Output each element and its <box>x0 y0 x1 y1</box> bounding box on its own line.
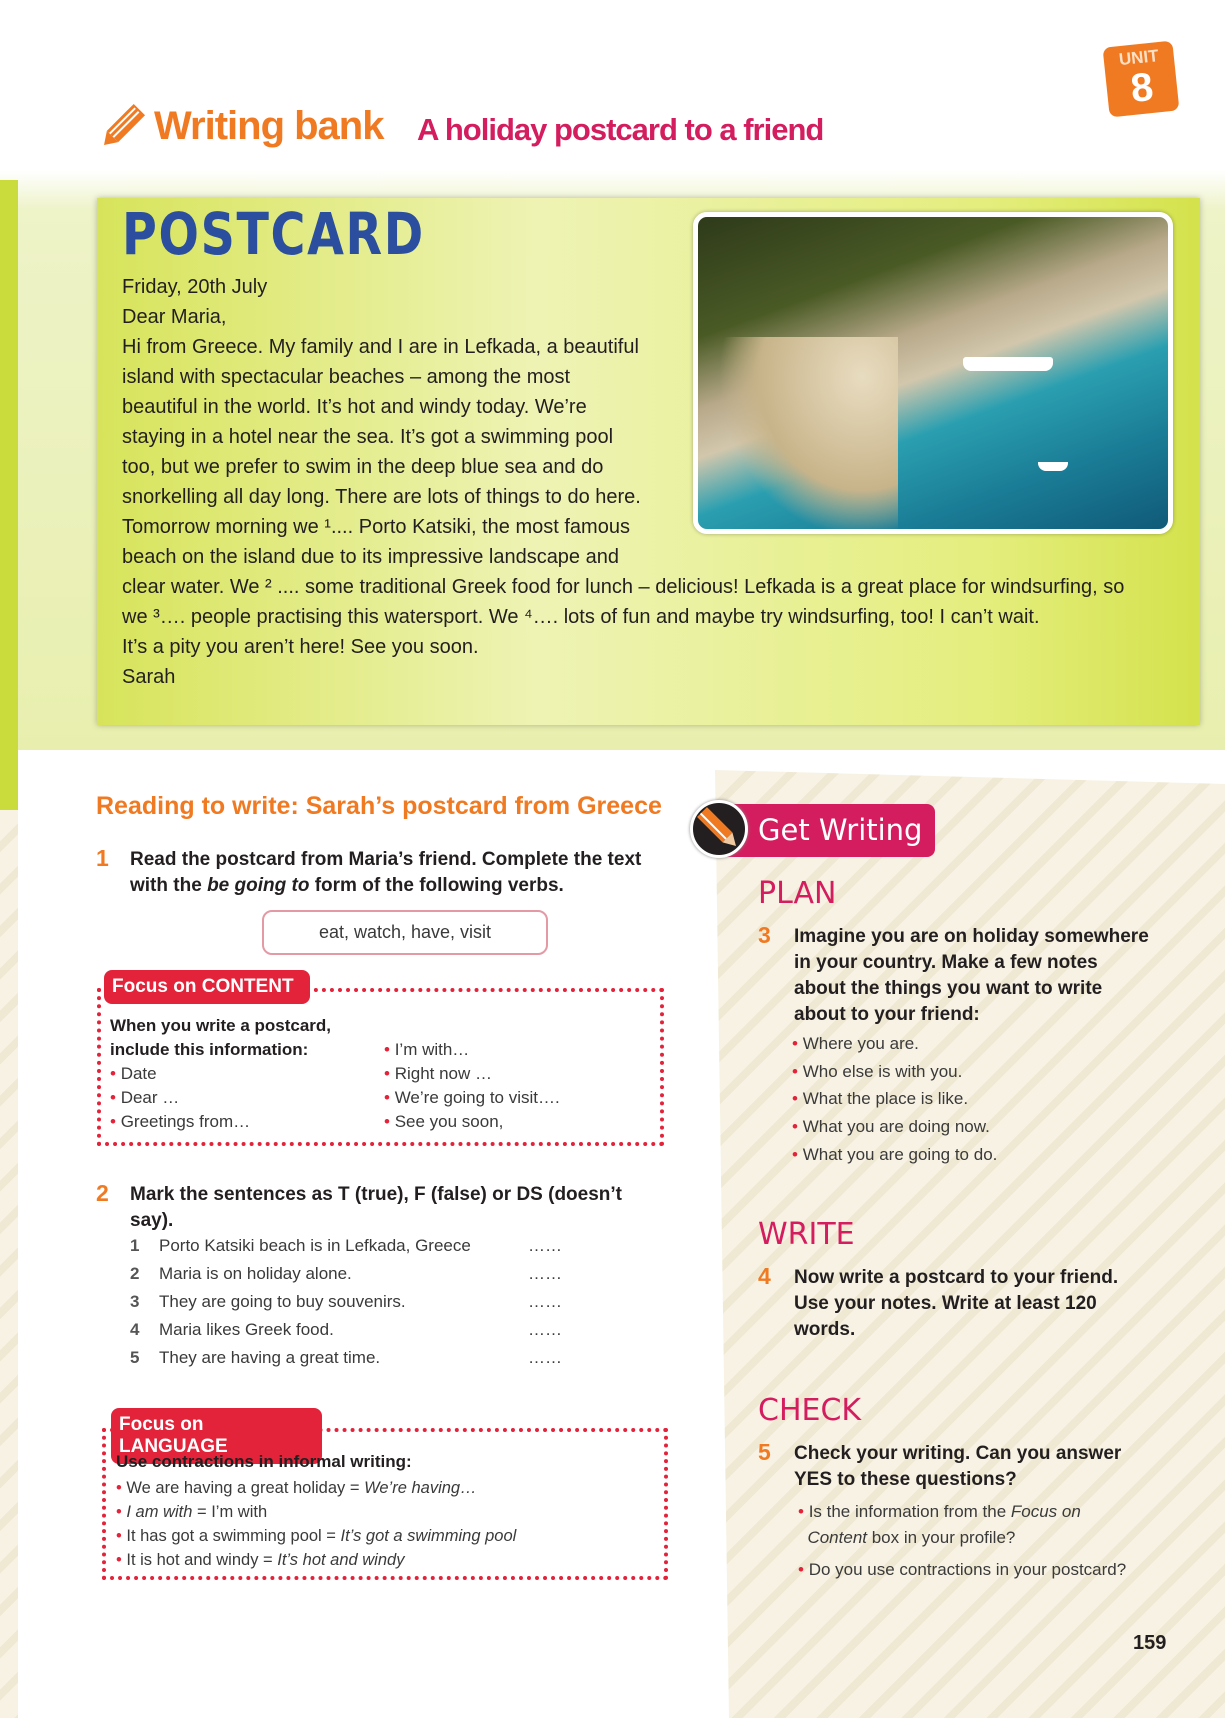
list-item: • It has got a swimming pool = It’s got a swimming pool <box>116 1524 516 1548</box>
write-heading: WRITE <box>758 1217 855 1252</box>
list-item: • What you are going to do. <box>792 1141 997 1169</box>
postcard-text-line: island with spectacular beaches – among the most <box>122 366 571 388</box>
statement-text: Maria is on holiday alone. <box>159 1264 352 1283</box>
exercise-number: 4 <box>758 1263 771 1289</box>
postcard-title: POSTCARD <box>122 200 425 268</box>
focus-content-tab: Focus on CONTENT <box>104 970 310 1004</box>
exercise-1-instructions: Read the postcard from Maria’s friend. Complete the text with the be going to form of the following verbs. <box>130 849 642 896</box>
statement-number: 3 <box>130 1292 140 1311</box>
statement-answer-blank[interactable]: …… <box>528 1264 562 1283</box>
page-number: 159 <box>1133 1632 1167 1654</box>
list-item: • I am with = I’m with <box>116 1500 516 1524</box>
list-item: • Who else is with you. <box>792 1058 997 1086</box>
postcard-text-line: Tomorrow morning we ¹.... Porto Katsiki, the most famous <box>122 516 630 538</box>
exercise-3-instructions: Imagine you are on holiday somewhere in your country. Make a few notes about the things you want to write about to your friend: <box>794 926 1149 1025</box>
reading-heading: Reading to write: Sarah’s postcard from Greece <box>96 792 662 820</box>
focus-language-intro: Use contractions in informal writing: <box>116 1452 412 1471</box>
postcard-text-line: Sarah <box>122 666 176 688</box>
postcard-text-line: Friday, 20th July <box>122 276 268 298</box>
left-edge-stripes <box>0 810 18 1718</box>
beach-photo <box>693 212 1173 534</box>
list-item: • It is hot and windy = It’s hot and windy <box>116 1548 516 1572</box>
check-list <box>798 1499 1178 1583</box>
statement-number: 4 <box>130 1320 140 1339</box>
postcard-text-line: staying in a hotel near the sea. It’s got a swimming pool <box>122 426 614 448</box>
list-item: • Right now … <box>384 1062 560 1086</box>
list-item: • Is the information from the Focus on Content box in your profile? <box>798 1499 1178 1551</box>
yacht <box>963 357 1053 371</box>
list-item: • Greetings from… <box>110 1110 250 1134</box>
list-item: • Where you are. <box>792 1030 997 1058</box>
postcard-text-line: too, but we prefer to swim in the deep blue sea and do <box>122 456 604 478</box>
list-item: • What the place is like. <box>792 1085 997 1113</box>
statement-number: 2 <box>130 1264 140 1283</box>
exercise-number: 2 <box>96 1180 109 1206</box>
list-item: • See you soon, <box>384 1110 560 1134</box>
statement-text: They are having a great time. <box>159 1348 381 1367</box>
focus-language-tab: Focus on LANGUAGE <box>111 1408 322 1464</box>
exercise-number: 1 <box>96 845 109 871</box>
list-item: • What you are doing now. <box>792 1113 997 1141</box>
statement-number: 5 <box>130 1348 140 1367</box>
unit-number: 8 <box>1128 64 1156 111</box>
unit-badge <box>1103 41 1180 118</box>
list-item: • We’re going to visit…. <box>384 1086 560 1110</box>
postcard-text-line: beautiful in the world. It’s hot and windy today. We’re <box>122 396 587 418</box>
statement-answer-blank[interactable]: …… <box>528 1348 562 1367</box>
plan-list <box>792 1030 997 1169</box>
postcard-text-line: snorkelling all day long. There are lots of things to do here. <box>122 486 641 508</box>
statement-answer-blank[interactable]: …… <box>528 1236 562 1255</box>
list-item: • Do you use contractions in your postcard? <box>798 1557 1178 1583</box>
postcard-text-line: Dear Maria, <box>122 306 227 328</box>
focus-content-right-list <box>384 1038 560 1134</box>
statement-text: Maria likes Greek food. <box>159 1320 334 1339</box>
exercise-5-instructions: Check your writing. Can you answer YES to these questions? <box>794 1443 1122 1490</box>
exercise-4-instructions: Now write a postcard to your friend. Use your notes. Write at least 120 words. <box>794 1267 1119 1340</box>
postcard-text-line: Hi from Greece. My family and I are in Lefkada, a beautiful <box>122 336 639 358</box>
sailboat <box>1038 462 1068 471</box>
statement-text: They are going to buy souvenirs. <box>159 1292 406 1311</box>
list-item: • I’m with… <box>384 1038 560 1062</box>
page-subtitle: A holiday postcard to a friend <box>417 112 824 147</box>
unit-label: UNIT <box>1118 46 1160 70</box>
postcard-text-line: clear water. We ² .... some traditional Greek food for lunch – delicious! Lefkada is a great place for windsurfing, so <box>122 576 1125 598</box>
list-item: • We are having a great holiday = We’re having… <box>116 1476 516 1500</box>
statement-answer-blank[interactable]: …… <box>528 1292 562 1311</box>
exercise-number: 3 <box>758 922 771 948</box>
pencil-icon <box>690 800 748 858</box>
statement-answer-blank[interactable]: …… <box>528 1320 562 1339</box>
focus-content-intro: When you write a postcard, include this information: <box>110 1016 332 1059</box>
pencil-icon <box>96 102 146 159</box>
postcard-text-line: It’s a pity you aren’t here! See you soon. <box>122 636 479 658</box>
left-edge-strip <box>0 180 18 810</box>
list-item: • Date <box>110 1062 250 1086</box>
check-heading: CHECK <box>758 1393 862 1428</box>
postcard-text-line: we ³…. people practising this watersport. We ⁴…. lots of fun and maybe try windsurfing, too! I can’t wait. <box>122 606 1040 628</box>
plan-heading: PLAN <box>758 876 837 911</box>
list-item: • Dear … <box>110 1086 250 1110</box>
focus-language-list <box>116 1476 516 1572</box>
page-title: Writing bank <box>154 104 384 148</box>
postcard-text-line: beach on the island due to its impressive landscape and <box>122 546 619 568</box>
exercise-2-instructions: Mark the sentences as T (true), F (false) or DS (doesn’t say). <box>130 1184 622 1231</box>
focus-content-left-list <box>110 1062 250 1134</box>
get-writing-badge: Get Writing <box>720 804 935 857</box>
statement-number: 1 <box>130 1236 140 1255</box>
statement-text: Porto Katsiki beach is in Lefkada, Greece <box>159 1236 471 1255</box>
verb-box: eat, watch, have, visit <box>262 910 548 955</box>
exercise-number: 5 <box>758 1439 771 1465</box>
